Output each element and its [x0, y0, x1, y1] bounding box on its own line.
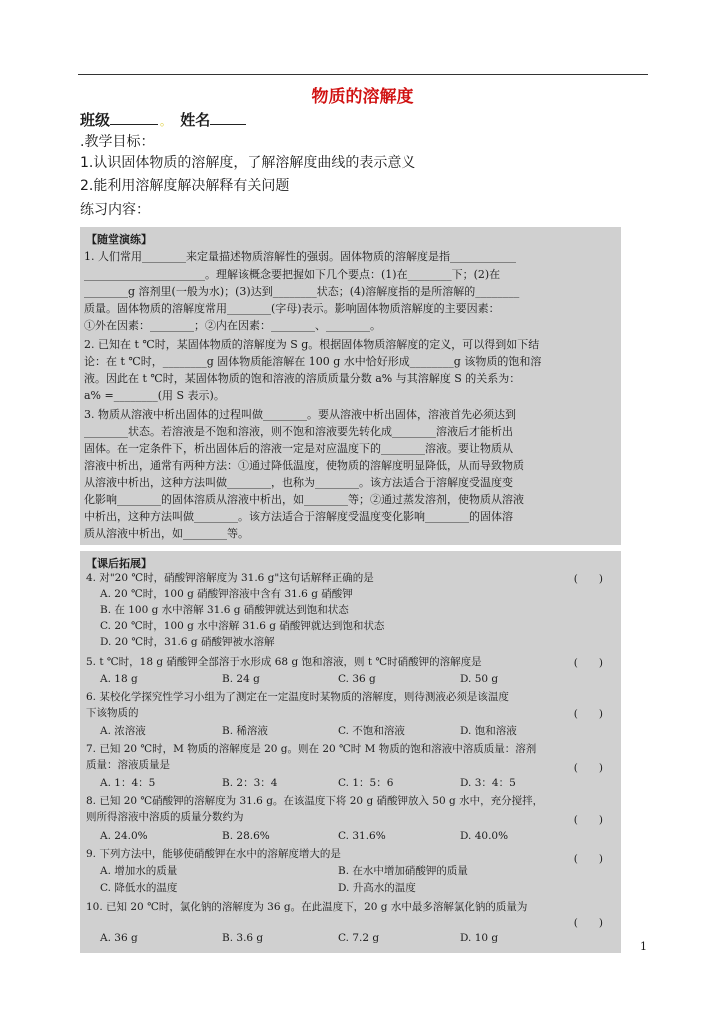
exercise-line: ________状态。若溶液是不饱和溶液，则不饱和溶液要先转化成________溶液后才能析出	[84, 425, 513, 438]
option: B. 24 g	[222, 673, 260, 685]
option: C. 1：5：6	[338, 777, 394, 789]
answer-paren[interactable]: ( )	[573, 657, 603, 669]
exercise-line: 液。因此在 t ℃时，某固体物质的饱和溶液的溶质质量分数 a% 与其溶解度 S 的关系为：	[84, 372, 521, 385]
option: C. 7.2 g	[338, 932, 380, 944]
exercise-line: ①外在因素：________；②内在因素：________、________。	[84, 319, 381, 332]
top-rule	[78, 74, 648, 75]
option: B. 3.6 g	[222, 932, 264, 944]
question-7-cont: 质量：溶液质量是	[86, 759, 170, 771]
answer-paren[interactable]: ( )	[573, 708, 603, 720]
exercise-line: 固体。在一定条件下，析出固体后的溶液一定是对应温度下的________溶液。要让物质从	[84, 442, 513, 455]
objectives-label: .教学目标：	[80, 134, 155, 150]
option: A. 24.0%	[100, 830, 148, 842]
option: B. 28.6%	[222, 830, 270, 842]
question-8-cont: 则所得溶液中溶质的质量分数约为	[86, 811, 244, 823]
answer-paren[interactable]: ( )	[573, 853, 603, 865]
section-heading: 【课后拓展】	[86, 557, 152, 570]
class-label: 班级	[80, 111, 111, 129]
option: A. 增加水的质量	[100, 865, 178, 877]
question-9: 9. 下列方法中，能够使硝酸钾在水中的溶解度增大的是	[86, 848, 341, 860]
option: D. 3：4：5	[460, 777, 516, 789]
option: D. 升高水的温度	[338, 882, 416, 894]
exercise-line: 论：在 t ℃时，________g 固体物质能溶解在 100 g 水中恰好形成________g 该物质的饱和溶	[84, 355, 542, 368]
option: A. 36 g	[100, 932, 138, 944]
class-blank[interactable]	[110, 110, 158, 125]
question-5: 5. t ℃时，18 g 硝酸钾全部溶于水形成 68 g 饱和溶液，则 t ℃时硝酸钾的溶解度是	[86, 656, 482, 668]
mark-glyph: 。	[160, 115, 172, 128]
in-class-exercise-panel	[80, 227, 621, 545]
question-6-cont: 下该物质的	[86, 707, 139, 719]
objective-1: 1.认识固体物质的溶解度，了解溶解度曲线的表示意义	[80, 155, 416, 171]
option: C. 20 ℃时，100 g 水中溶解 31.6 g 硝酸钾就达到饱和状态	[100, 620, 385, 632]
student-info	[80, 109, 246, 130]
answer-paren[interactable]: ( )	[573, 814, 603, 826]
exercise-line: 1. 人们常用________来定量描述物质溶解性的强弱。固体物质的溶解度是指____________	[84, 250, 516, 263]
exercise-line: 质量。固体物质的溶解度常用________(字母)表示。影响固体物质溶解度的主要因素：	[84, 302, 500, 315]
objective-2: 2.能利用溶解度解决解释有关问题	[80, 178, 290, 194]
answer-paren[interactable]: ( )	[573, 573, 603, 585]
page-number: 1	[640, 940, 647, 953]
answer-paren[interactable]: ( )	[573, 762, 603, 774]
exercise-line: a% =________(用 S 表示)。	[84, 389, 225, 402]
exercise-line: 质从溶液中析出，如________等。	[84, 527, 249, 540]
option: B. 稀溶液	[222, 725, 268, 737]
option: A. 18 g	[100, 673, 138, 685]
option: D. 20 ℃时，31.6 g 硝酸钾被水溶解	[100, 636, 275, 648]
page-title: 物质的溶解度	[311, 87, 414, 107]
exercise-line: ______________________。理解该概念要把握如下几个要点：(1)在________下；(2)在	[84, 268, 501, 281]
option: C. 36 g	[338, 673, 376, 685]
question-4: 4. 对"20 ℃时，硝酸钾溶解度为 31.6 g"这句话解释正确的是	[86, 572, 374, 584]
option: A. 浓溶液	[100, 725, 146, 737]
exercise-line: 从溶液中析出，这种方法叫做________，也称为________。该方法适合于溶解度受温度变	[84, 476, 513, 489]
question-7: 7. 已知 20 ℃时，M 物质的溶解度是 20 g。则在 20 ℃时 M 物质的饱和溶液中溶质质量：溶剂	[86, 743, 537, 755]
exercise-line: ________g 溶剂里(一般为水)；(3)达到________状态；(4)溶解度指的是所溶解的________	[84, 285, 520, 298]
option: A. 1：4：5	[100, 777, 156, 789]
exercise-line: 溶液中析出，通常有两种方法：①通过降低温度，使物质的溶解度明显降低，从而导致物质	[84, 459, 524, 472]
after-class-extension-panel	[80, 551, 621, 953]
option: B. 在水中增加硝酸钾的质量	[338, 865, 468, 877]
exercise-line: 中析出，这种方法叫做________。该方法适合于溶解度受温度变化影响________的固体溶	[84, 510, 513, 523]
question-8: 8. 已知 20 ℃硝酸钾的溶解度为 31.6 g。在该温度下将 20 g 硝酸钾放入 50 g 水中，充分搅拌，	[86, 795, 544, 807]
section-heading: 【随堂演练】	[86, 233, 152, 246]
exercise-line: 化影响________的固体溶质从溶液中析出，如________等；②通过蒸发溶剂，使物质从溶液	[84, 493, 524, 506]
question-6: 6. 某校化学探究性学习小组为了测定在一定温度时某物质的溶解度，则待测液必须是该温度	[86, 691, 509, 703]
practice-label: 练习内容：	[80, 202, 150, 218]
option: D. 40.0%	[460, 830, 509, 842]
option: C. 不饱和溶液	[338, 725, 405, 737]
option: C. 31.6%	[338, 830, 386, 842]
answer-paren[interactable]: ( )	[573, 917, 603, 929]
option: D. 50 g	[460, 673, 499, 685]
exercise-line: 3. 物质从溶液中析出固体的过程叫做________。要从溶液中析出固体，溶液首先必须达到	[84, 408, 516, 421]
option: B. 在 100 g 水中溶解 31.6 g 硝酸钾就达到饱和状态	[100, 604, 349, 616]
question-10: 10. 已知 20 ℃时，氯化钠的溶解度为 36 g。在此温度下，20 g 水中最多溶解氯化钠的质量为	[86, 901, 528, 913]
option: D. 10 g	[460, 932, 499, 944]
name-blank[interactable]	[210, 110, 246, 125]
option: A. 20 ℃时，100 g 硝酸钾溶液中含有 31.6 g 硝酸钾	[100, 588, 353, 600]
exercise-line: 2. 已知在 t ℃时，某固体物质的溶解度为 S g。根据固体物质溶解度的定义，可以得到如下结	[84, 338, 540, 351]
option: D. 饱和溶液	[460, 725, 517, 737]
name-label: 姓名	[180, 111, 211, 129]
option: C. 降低水的温度	[100, 882, 178, 894]
option: B. 2：3：4	[222, 777, 278, 789]
